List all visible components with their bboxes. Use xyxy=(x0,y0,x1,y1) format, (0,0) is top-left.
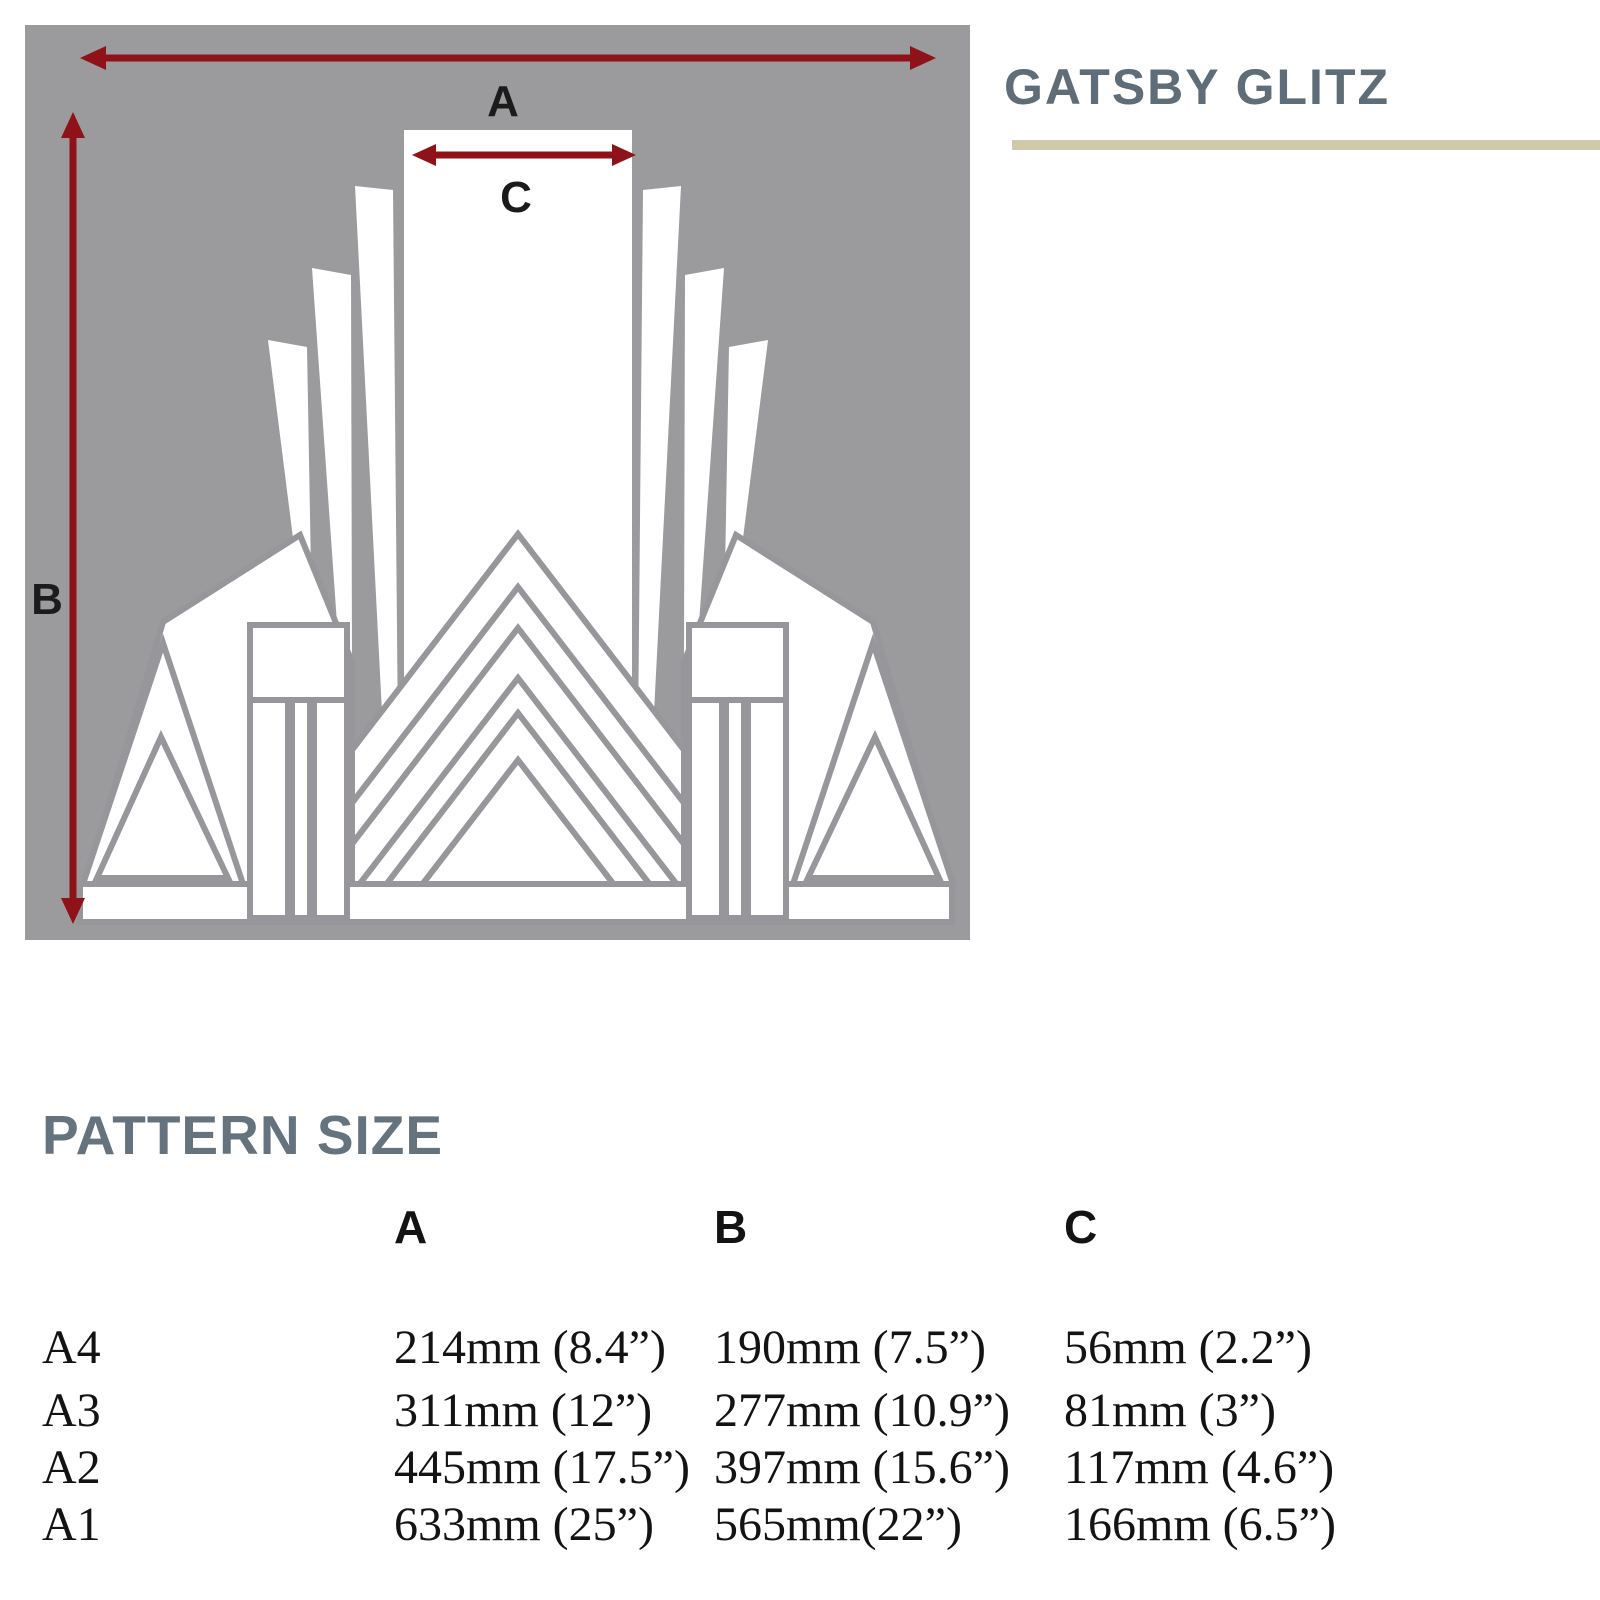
table-row xyxy=(0,1499,1600,1559)
table-row xyxy=(0,1442,1600,1502)
value-a: 445mm (17.5”) xyxy=(394,1441,690,1494)
deco-pillar-right-bar-1 xyxy=(719,700,729,918)
value-b: 397mm (15.6”) xyxy=(714,1441,1010,1494)
value-c: 166mm (6.5”) xyxy=(1064,1498,1336,1551)
dim-label-a: A xyxy=(487,77,519,126)
pattern-diagram xyxy=(25,25,970,940)
table-row xyxy=(0,1385,1600,1445)
deco-pillar-right-bar-2 xyxy=(741,700,751,918)
value-c: 117mm (4.6”) xyxy=(1064,1441,1335,1494)
value-a: 311mm (12”) xyxy=(394,1384,653,1437)
value-b: 565mm(22”) xyxy=(714,1498,962,1551)
deco-pillar-left-bar-2 xyxy=(307,700,317,918)
pattern-diagram-panel xyxy=(25,25,970,940)
value-c: 56mm (2.2”) xyxy=(1064,1321,1312,1374)
table-row xyxy=(0,1322,1600,1382)
dim-label-c: C xyxy=(500,173,532,222)
row-size-label: A2 xyxy=(42,1441,101,1494)
title-underline xyxy=(1012,140,1600,150)
column-header-a: A xyxy=(394,1201,428,1253)
dim-label-b: B xyxy=(31,575,63,624)
row-size-label: A4 xyxy=(42,1321,101,1374)
value-a: 214mm (8.4”) xyxy=(394,1321,666,1374)
deco-pillar-left xyxy=(250,625,347,918)
column-header-b: B xyxy=(714,1201,748,1253)
deco-pillar-left-bar-1 xyxy=(285,700,295,918)
page-title: GATSBY GLITZ xyxy=(1004,59,1391,115)
deco-pillar-right xyxy=(689,625,786,918)
deco-pillar-left-body xyxy=(250,625,347,918)
row-size-label: A3 xyxy=(42,1384,101,1437)
value-c: 81mm (3”) xyxy=(1064,1384,1276,1437)
value-b: 277mm (10.9”) xyxy=(714,1384,1010,1437)
deco-baseline-strip xyxy=(80,884,952,922)
column-header-c: C xyxy=(1064,1201,1098,1253)
value-b: 190mm (7.5”) xyxy=(714,1321,986,1374)
deco-pillar-right-body xyxy=(689,625,786,918)
row-size-label: A1 xyxy=(42,1498,101,1551)
section-heading: PATTERN SIZE xyxy=(42,1104,444,1166)
value-a: 633mm (25”) xyxy=(394,1498,654,1551)
